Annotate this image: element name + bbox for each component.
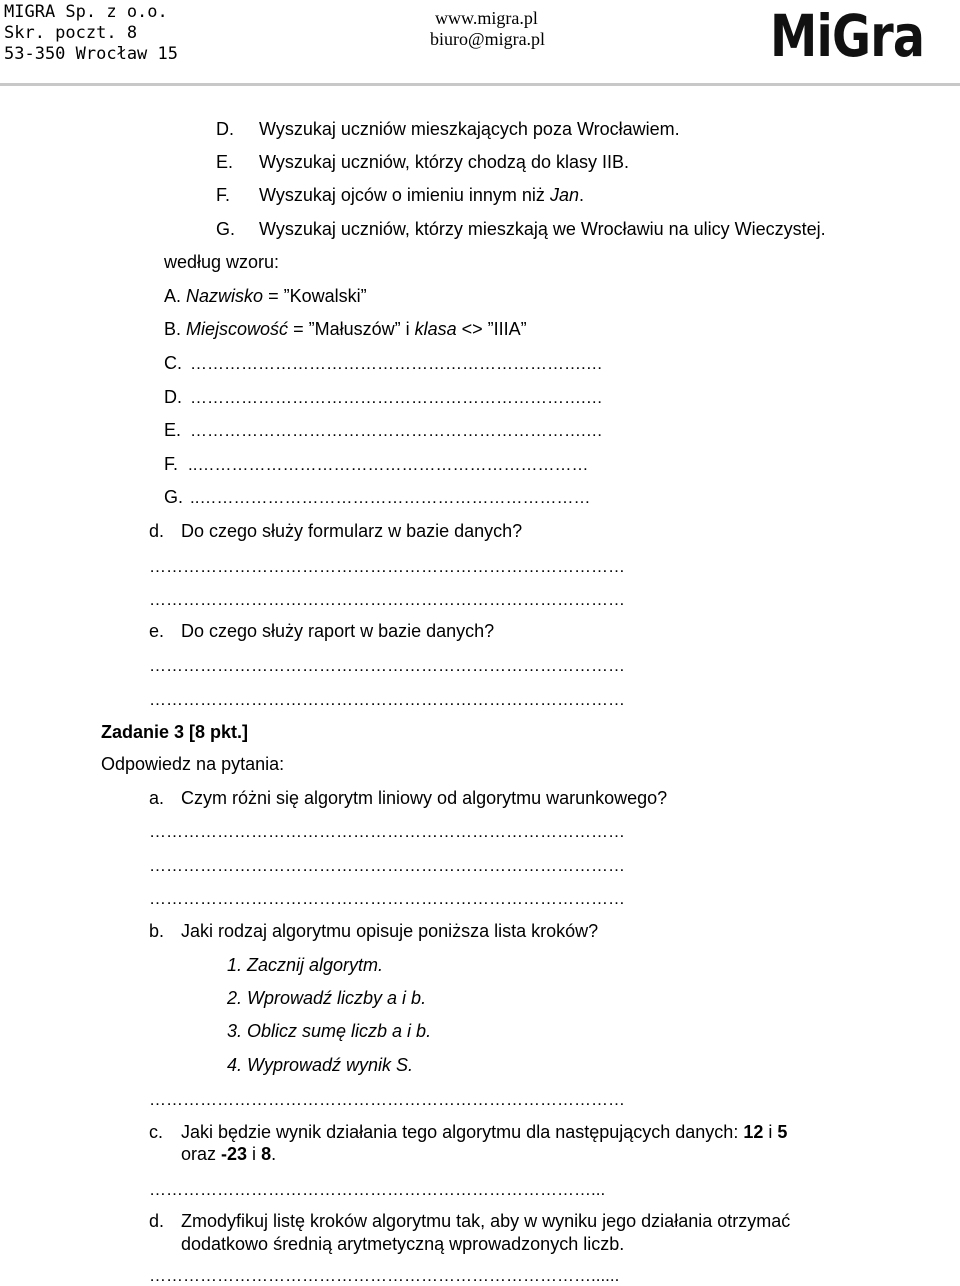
pattern-a: A. Nazwisko = ”Kowalski” [164,286,367,306]
q3c-line1: Jaki będzie wynik działania tego algorytmu dla następujących danych: 12 i 5 [181,1122,788,1142]
q3a-text: Czym różni się algorytm liniowy od algorytmu warunkowego? [181,788,668,808]
company-address-line1: Skr. poczt. 8 [4,23,138,43]
pattern-b: B. Miejscowość = ”Małuszów” i klasa <> ”IIIA” [164,319,527,339]
answer-line[interactable]: ……………………………………………………………………... [149,1180,606,1199]
question-d-letter: d. [149,521,165,541]
task3-instruction: Odpowiedz na pytania: [101,754,285,774]
q3d-line1: Zmodyfikuj listę kroków algorytmu tak, aby w wyniku jego działania otrzymać [181,1211,791,1231]
company-website[interactable]: www.migra.pl [435,8,538,28]
company-address-line2: 53-350 Wrocław 15 [4,44,178,64]
q3b-letter: b. [149,921,165,941]
q3a-letter: a. [149,788,165,808]
answer-line[interactable]: ………………………………………………………………………… [149,822,625,841]
answer-letter-f: F. [164,454,179,474]
answer-line-e[interactable]: …………………………………………………………….… [190,421,603,440]
q3b-text: Jaki rodzaj algorytmu opisuje poniższa lista kroków? [181,921,599,941]
answer-line[interactable]: ………………………………………………………………………… [149,690,625,709]
list-letter-g: G. [216,219,236,239]
answer-letter-g: G. [164,487,184,507]
company-name: MIGRA Sp. z o.o. [4,2,168,22]
answer-line[interactable]: ………………………………………………………………………… [149,856,625,875]
list-item-e: Wyszukaj uczniów, którzy chodzą do klasy IIB. [259,152,629,172]
answer-letter-e: E. [164,420,182,440]
step-2: 2. Wprowadź liczby a i b. [227,988,427,1008]
q3d-letter: d. [149,1211,165,1231]
question-e-letter: e. [149,621,165,641]
task3-title: Zadanie 3 [8 pkt.] [101,722,249,742]
question-d-text: Do czego służy formularz w bazie danych? [181,521,523,541]
answer-line[interactable]: ………………………………………………………………………… [149,1090,625,1109]
migra-logo: MiGra [770,2,925,70]
list-letter-e: E. [216,152,234,172]
answer-line-f[interactable]: ..…………………………………………………………… [188,455,589,474]
step-3: 3. Oblicz sumę liczb a i b. [227,1021,432,1041]
pattern-heading: według wzoru: [164,252,280,272]
question-e-text: Do czego służy raport w bazie danych? [181,621,495,641]
answer-letter-c: C. [164,353,182,373]
q3c-line2: oraz -23 i 8. [181,1144,277,1164]
answer-line[interactable]: ………………………………………………………………………… [149,656,625,675]
list-letter-f: F. [216,185,231,205]
q3d-line2: dodatkowo średnią arytmetyczną wprowadzonych liczb. [181,1234,625,1254]
step-4: 4. Wyprowadź wynik S. [227,1055,414,1075]
answer-line-d[interactable]: …………………………………………………………….… [190,388,603,407]
header-divider [0,83,960,86]
q3c-letter: c. [149,1122,164,1142]
answer-line-c[interactable]: …………………………………………………………….… [190,354,603,373]
list-letter-d: D. [216,119,234,139]
answer-line[interactable]: ………………………………………………………………………… [149,590,625,609]
step-1: 1. Zacznij algorytm. [227,955,384,975]
answer-line[interactable]: ………………………………………………………………………… [149,889,625,908]
answer-line-g[interactable]: ..…………………………………………………………… [190,488,591,507]
list-item-g: Wyszukaj uczniów, którzy mieszkają we Wrocławiu na ulicy Wieczystej. [259,219,826,239]
answer-line[interactable]: ……………………………………………………………………...... [149,1266,620,1285]
page-header [0,0,960,90]
answer-line[interactable]: ………………………………………………………………………… [149,557,625,576]
answer-letter-d: D. [164,387,182,407]
list-item-f: Wyszukaj ojców o imieniu innym niż Jan. [259,185,584,205]
company-email[interactable]: biuro@migra.pl [430,29,546,49]
list-item-d: Wyszukaj uczniów mieszkających poza Wrocławiem. [259,119,680,139]
